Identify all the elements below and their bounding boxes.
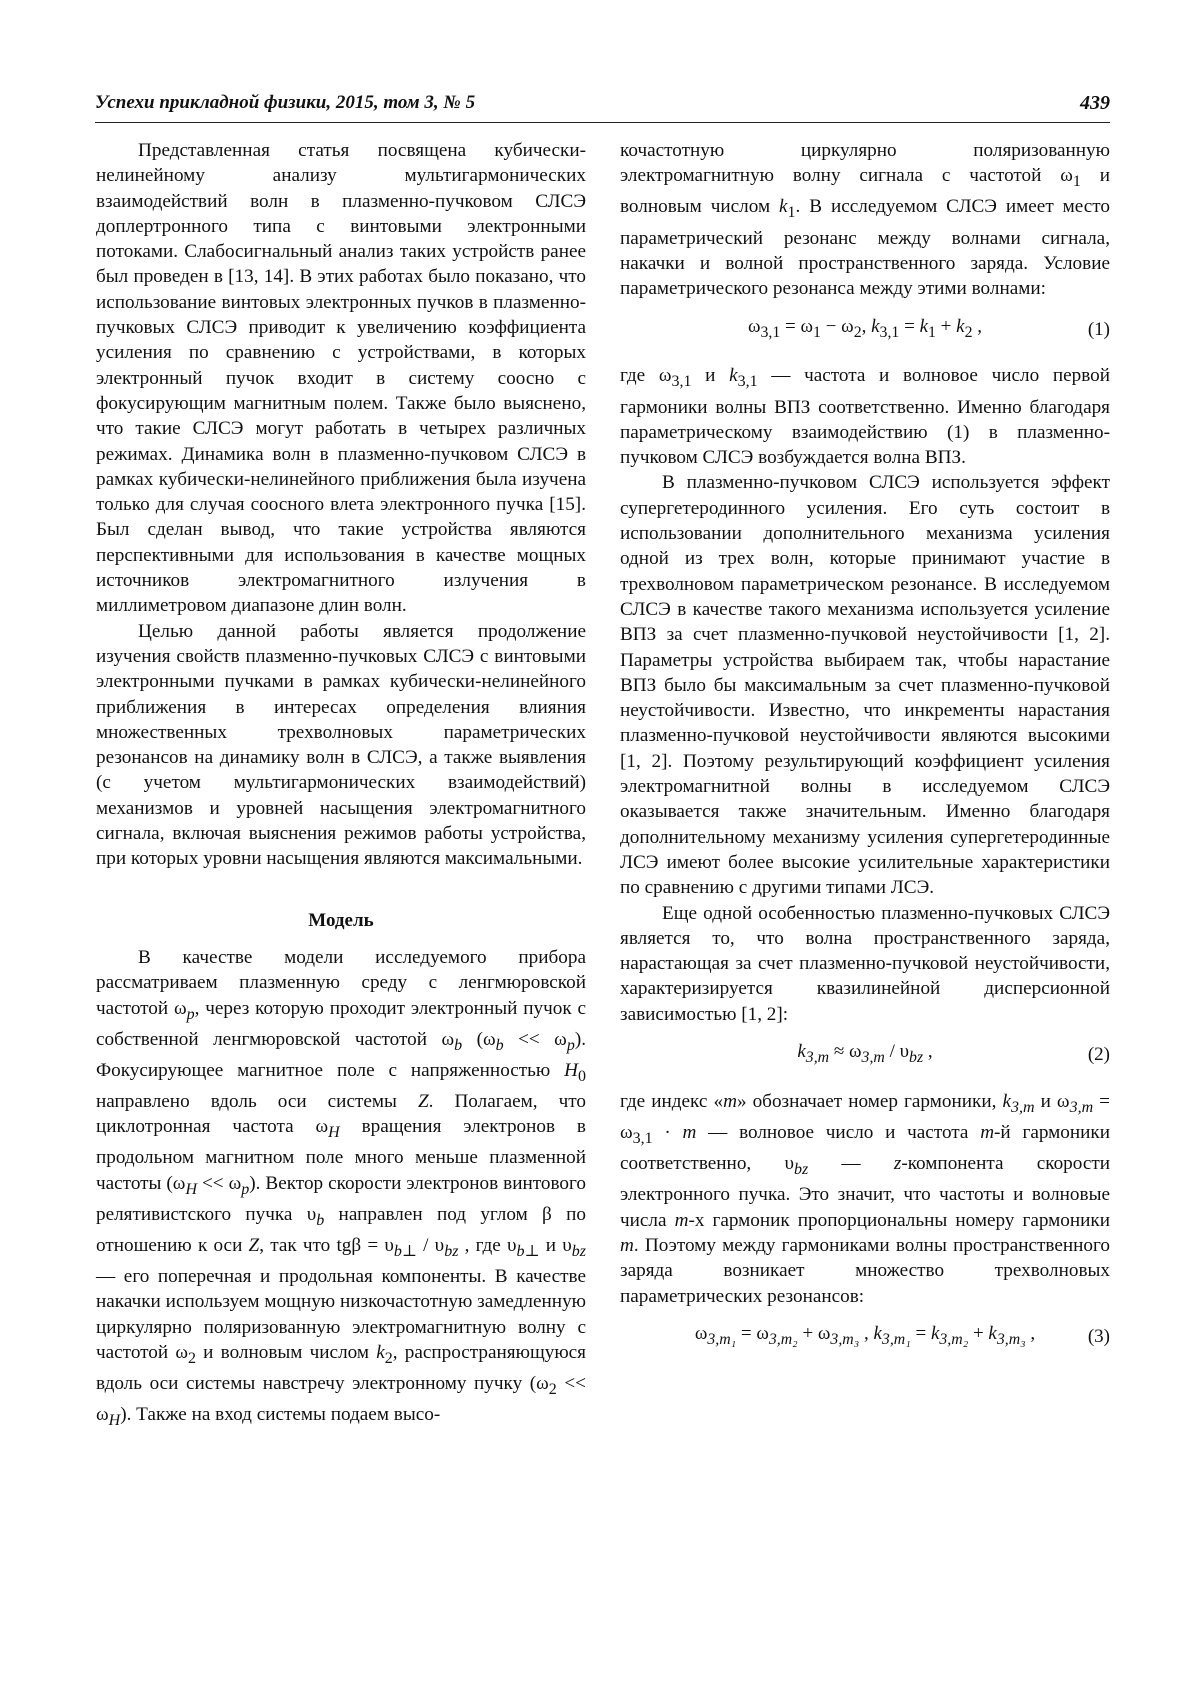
paragraph-dispersion: Еще одной особенностью плазменно-пучковых СЛСЭ является то, что волна пространственного заряда, нарастающая за счет плазменно-пучковой неустойчивости, характеризируется квазилинейной дисперсионной зависимостью [1, 2]: bbox=[620, 902, 1110, 1025]
paragraph-goal: Целью данной работы является продолжение изучения свойств плазменно-пучковых СЛСЭ с винтовыми электронными пучками в рамках кубически-нелинейного приближения в интересах определения влияния множественных трехволновых параметрических резонансов на динамику волн в СЛСЭ, а также выявления (с учетом мультигармонических взаимодействий) механизмов и уровней насыщения электромагнитного сигнала, включая выяснения режимов работы устройства, при которых уровни насыщения являются максимальными. bbox=[96, 620, 586, 870]
running-header bbox=[95, 92, 1110, 123]
equation-1: $\omega_{3,1} = \omega_1 - \omega_2$, $k_{3,1} = k_1 + k_2$ , (1) bbox=[747, 315, 1110, 341]
journal-title: Успехи прикладной физики, 2015, том 3, № 5 bbox=[95, 92, 476, 113]
left-column bbox=[96, 138, 586, 1433]
equation-3: $\omega_{3,m_1} = \omega_{3,m_2} + \omega_{3,m_3}$ , $k_{3,m_1} = k_{3,m_2} + k_{3,m_3}$ , (3) bbox=[694, 1323, 1110, 1349]
section-heading-model: Модель bbox=[308, 909, 374, 931]
equation-number: (3) bbox=[1087, 1326, 1110, 1348]
paragraph-intro: Представленная статья посвящена кубически-нелинейному анализу мультигармонических взаимодействий волн в плазменно-пучковом СЛСЭ доплертронного типа с винтовыми электронными потоками. Слабосигнальный анализ таких устройств ранее был проведен в [13, 14]. В этих работах было показано, что использование винтовых электронных пучков в плазменно-пучковых СЛСЭ приводит к увеличению коэффициента усиления по сравнению с устройствами, в которых электронный пучок входит в систему соосно с фокусирующим магнитным полем. Также было выяснено, что такие СЛСЭ могут работать в четырех различных режимах. Динамика волн в плазменно-пучковом СЛСЭ в рамках кубически-нелинейного приближения была изучена только для случая соосного влета электронного пучка [15]. Был сделан вывод, что такие устройства являются перспективными для использования в качестве мощных источников электромагнитного излучения в миллиметровом диапазоне длин волн. bbox=[96, 140, 586, 617]
right-column bbox=[620, 138, 1110, 1371]
paragraph-harmonics: где индекс «m» обозначает номер гармоники, $k_{3,m}$ и $\omega_{3,m} = \omega_{3,1} \cdot m$ — волновое число и частота m-й гармоники соответственно, $\upsilon_{bz}$ — z-компонента скорости электронного пучка. Это значит, что частоты и волновые числа m-х гармоник пропорциональны номеру гармоники m. Поэтому между гармониками волны пространственного заряда возникает множество трехволновых параметрических резонансов: bbox=[620, 1090, 1111, 1307]
page-number: 439 bbox=[1080, 92, 1110, 114]
paragraph-superheterodyne: В плазменно-пучковом СЛСЭ используется эффект супергетеродинного усиления. Его суть состоит в использовании дополнительного механизма усиления одной из трех волн, которые принимают участие в трехволновом параметрическом резонансе. В исследуемом СЛСЭ в качестве такого механизма используется усиление ВПЗ за счет плазменно-пучковой неустойчивости [1, 2]. Параметры устройства выбираем так, чтобы нарастание ВПЗ было бы максимальным за счет плазменно-пучковой неустойчивости. Известно, что инкременты нарастания плазменно-пучковой неустойчивости являются высокими [1, 2]. Поэтому результирующий коэффициент усиления электромагнитной волны в исследуемом СЛСЭ оказывается также значительным. Именно благодаря дополнительному механизму усиления супергетеродинные ЛСЭ имеют более высокие усилительные характеристики по сравнению с другими типами ЛСЭ. bbox=[620, 472, 1110, 899]
paragraph-eq1-explanation: где $\omega_{3,1}$ и $k_{3,1}$ — частота и волновое число первой гармоники волны ВПЗ соответственно. Именно благодаря параметрическому взаимодействию (1) в плазменно-пучковом СЛСЭ возбуждается волна ВПЗ. bbox=[620, 365, 1110, 469]
equation-number: (2) bbox=[1087, 1044, 1110, 1066]
equation-2: $k_{3,m} \approx \omega_{3,m} / \upsilon_{bz}$ , (2) bbox=[797, 1041, 1110, 1067]
paragraph-model: В качестве модели исследуемого прибора рассматриваем плазменную среду с ленгмюровской частотой $\omega_p$, через которую проходит электронный пучок с собственной ленгмюровской частотой $\omega_b$ $(\omega_b << \omega_p)$. Фокусирующее магнитное поле с напряженностью $H_0$ направлено вдоль оси системы Z. Полагаем, что циклотронная частота $\omega_H$ вращения электронов в продольном магнитном поле много меньше плазменной частоты $(\omega_H << \omega_p)$. Вектор скорости электронов винтового релятивистского пучка $\upsilon_b$ направлен под углом β по отношению к оси Z, так что $tg\beta = \upsilon_{b\perp} / \upsilon_{bz}$ , где $\upsilon_{b\perp}$ и $\upsilon_{bz}$ — его поперечная и продольная компоненты. В качестве накачки используем мощную низкочастотную замедленную циркулярно поляризованную электромагнитную волну с частотой $\omega_2$ и волновым числом $k_2$, распространяющуюся вдоль оси системы навстречу электронному пучку $(\omega_2 << \omega_H)$. Также на вход системы подаем высо- bbox=[96, 946, 587, 1429]
paragraph-signal: кочастотную циркулярно поляризованную электромагнитную волну сигнала с частотой $\omega_1$ и волновым числом $k_1$. В исследуемом СЛСЭ имеет место параметрический резонанс между волнами сигнала, накачки и волной пространственного заряда. Условие параметрического резонанса между этими волнами: bbox=[620, 140, 1110, 300]
equation-number: (1) bbox=[1087, 318, 1110, 340]
